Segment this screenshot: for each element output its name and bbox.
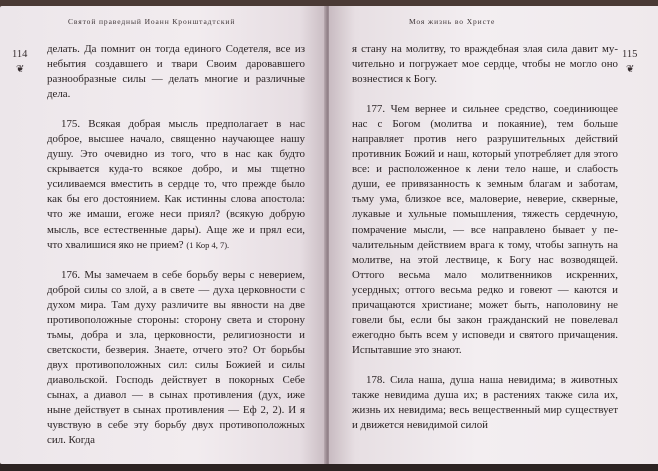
paragraph-176 <box>47 268 305 449</box>
right-page-body <box>352 42 618 433</box>
paragraph-text: Сила наша, душа наша невидима; в животных также невидима душа их; в растениях также сила их, жизнь их невидима; весь вещественный мир существует и движется невидимой силой <box>352 373 618 432</box>
page-number-left: 114 <box>12 49 28 60</box>
ornament-icon: ❦ <box>626 64 635 75</box>
paragraph-178 <box>352 373 618 433</box>
paragraph-text: делать. Да помнит он тогда единого Содетеля, все из небытия создавшего и твари Своим даровавшего разнообразные силы — делать многие и различные дела. <box>47 43 305 101</box>
paragraph-175 <box>47 117 305 252</box>
paragraph-text: Всякая добрая мысль предполагает в нас доброе, высшее начало, священно научающее нашу душу. Это очевидно из того, что в нас как будто скрывается куда-то всякое добро, и мы тщетно усиливаемся вместить в сердце то, что прежде было как бы его достоянием. Как истинны слова апостола: что же имаши, егоже неси приял? (всякую добрую мысль, все естественные дары). Аще же и прял еси, что хвалишися яко не прием? <box>47 118 305 251</box>
left-page <box>0 6 326 464</box>
paragraph-text: я стану на молитву, то враждебная злая сила давит мучительно и погружает мое сердце, чтобы не могло оно вознестися к Богу. <box>352 43 618 86</box>
page-number-right: 115 <box>622 49 638 60</box>
ornament-icon: ❦ <box>16 64 25 75</box>
paragraph-177 <box>352 102 618 358</box>
paragraph-number: 177. <box>366 103 386 116</box>
paragraph-text: Мы замечаем в себе борьбу веры с неверием, доброй силы со злой, а в свете — духа церковности с духом мира. Там духу различите вы явности на две противоположные стороны: сторону света и сторону тьмы, добра и зла, церковности, религиозности и светскости, безверия. Знаете, отчего это? От борьбы двух противоположных сил: силы Божией и силы диавольской. Господь действует в покорных Себе сынах, а диавол — в сынах противления (дух, иже ныне действует в сынах противления — Еф 2, 2). И я чувствую в себе эту борьбу двух противоположных сил. Когда <box>47 268 305 447</box>
right-page <box>329 6 658 464</box>
paragraph-number: 176. <box>61 268 81 281</box>
table-surface <box>0 464 658 471</box>
scripture-reference: (1 Кор 4, 7). <box>186 239 230 250</box>
paragraph-text: Чем вернее и сильнее средство, соединиющее нас с Богом (молитва и покаяние), тем больше направляет против него разрушительных действий противник Божий и наш, который употребляет для этого все: и расположенное к лени тело наше, и слабость души, ее привязанность к земным благам и заботам, тьму ума, близкое все, маловерие, неверие, скверные, лукавые и хульные помышления, тяжесть сердечную, помрачение мысли, — все направлено бывает у печалительным действием врага к тому, чтобы запнуть на молитве, на этой лествице, к Богу нас возводящей. Оттого весьма мало молитвенников искренних, усердных; оттого весьма редко и говеют — каются и причащаются христиане; может быть, наполовину не говели бы, если бы закон гражданский не повелевал ежегодно быть всем у исповеди и святого причащения. Испытавшие это знают. <box>352 103 618 356</box>
running-head-left: Святой праведный Иоанн Кронштадтский <box>68 17 236 26</box>
paragraph-number: 178. <box>366 373 386 386</box>
left-page-body <box>47 42 305 448</box>
paragraph-continued <box>352 42 618 87</box>
running-head-right: Моя жизнь во Христе <box>409 17 496 26</box>
paragraph-number: 175. <box>61 118 81 131</box>
paragraph-continued <box>47 42 305 102</box>
